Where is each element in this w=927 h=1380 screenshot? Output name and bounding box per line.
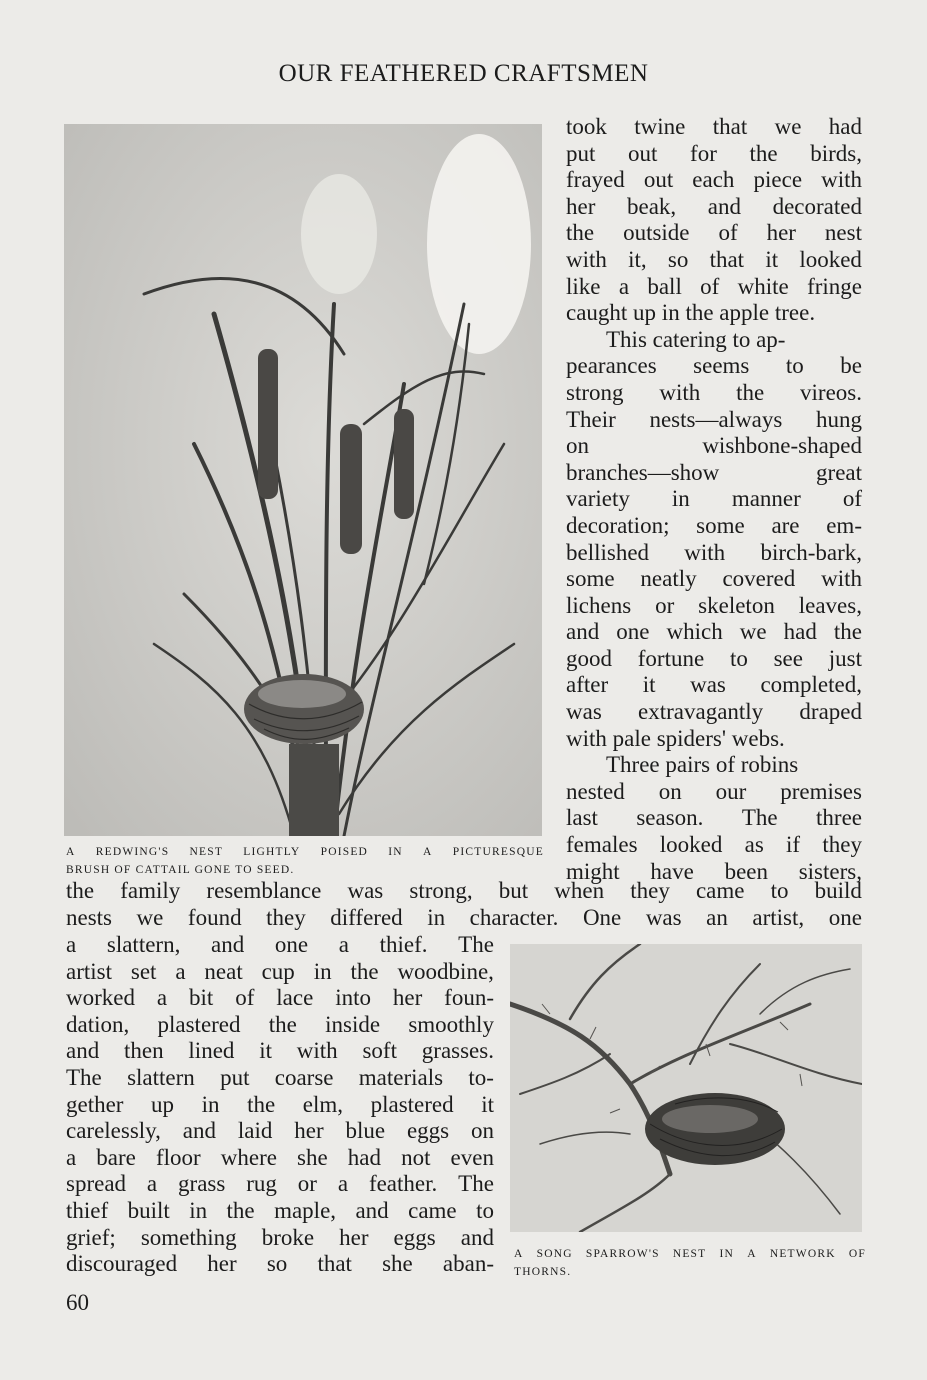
caption-line: A SONG SPARROW'S NEST IN A NETWORK OF [514,1248,866,1260]
text-line: nested on our premises [566,778,862,804]
text-line: decoration; some are em- [566,512,862,538]
right-column-text [566,114,862,885]
text-line: and one which we had the [566,619,862,645]
text-line: a slattern, and one a thief. The [66,932,494,957]
text-line: a bare floor where she had not even [66,1144,494,1170]
left-column-text [66,932,494,1278]
text-line: Their nests—always hung [566,406,862,432]
text-line: with pale spiders' webs. [566,725,785,751]
text-line: artist set a neat cup in the woodbine, [66,958,494,984]
text-line: spread a grass rug or a feather. The [66,1171,494,1197]
caption-line: THORNS. [514,1266,572,1278]
cattail-nest-illustration [64,124,542,836]
text-line: good fortune to see just [566,645,862,671]
text-line: her beak, and decorated [566,193,862,219]
text-line: The slattern put coarse materials to- [66,1064,494,1090]
text-line: Three pairs of robins [606,752,799,778]
text-line: discouraged her so that she aban- [66,1251,494,1277]
text-line: with it, so that it looked [566,246,862,272]
text-line: grief; something broke her eggs and [66,1224,494,1250]
text-line: gether up in the elm, plastered it [66,1091,494,1117]
text-line: branches—show great [566,459,862,485]
song-sparrow-nest-photo [510,944,862,1232]
text-line: dation, plastered the inside smoothly [66,1011,494,1037]
text-line: thief built in the maple, and came to [66,1197,494,1223]
text-line: might have been sisters, [566,858,862,884]
text-line: nests we found they differed in character. One was an artist, one [66,904,862,930]
text-line: put out for the birds, [566,140,862,166]
text-line: carelessly, and laid her blue eggs on [66,1118,494,1144]
text-line: and then lined it with soft grasses. [66,1038,494,1064]
page-number: 60 [66,1290,89,1315]
text-line: variety in manner of [566,486,862,512]
song-sparrow-photo-caption [514,1245,866,1281]
full-width-text [66,878,862,931]
caption-line: A REDWING'S NEST LIGHTLY POISED IN A PICTURESQUE [66,846,544,858]
text-line: females looked as if they [566,832,862,858]
cattail-nest-photo [64,124,542,836]
text-line: some neatly covered with [566,566,862,592]
text-line: caught up in the apple tree. [566,300,816,326]
text-line: after it was completed, [566,672,862,698]
text-line: took twine that we had [566,114,862,139]
text-line: strong with the vireos. [566,379,862,405]
text-line: was extravagantly draped [566,699,862,725]
text-line: last season. The three [566,805,862,831]
text-line: the outside of her nest [566,220,862,246]
text-line: This catering to ap- [606,326,786,352]
running-head: OUR FEATHERED CRAFTSMEN [278,60,649,87]
text-line: bellished with birch-bark, [566,539,862,565]
text-line: the family resemblance was strong, but when they came to build [66,878,862,903]
caption-line: BRUSH OF CATTAIL GONE TO SEED. [66,864,295,876]
text-line: frayed out each piece with [566,167,862,193]
text-line: lichens or skeleton leaves, [566,592,862,618]
thorn-nest-illustration [510,944,862,1232]
text-line: pearances seems to be [566,353,862,379]
text-line: on wishbone-shaped [566,433,862,459]
cattail-photo-caption [66,843,544,879]
text-line: worked a bit of lace into her foun- [66,985,494,1011]
text-line: like a ball of white fringe [566,273,862,299]
